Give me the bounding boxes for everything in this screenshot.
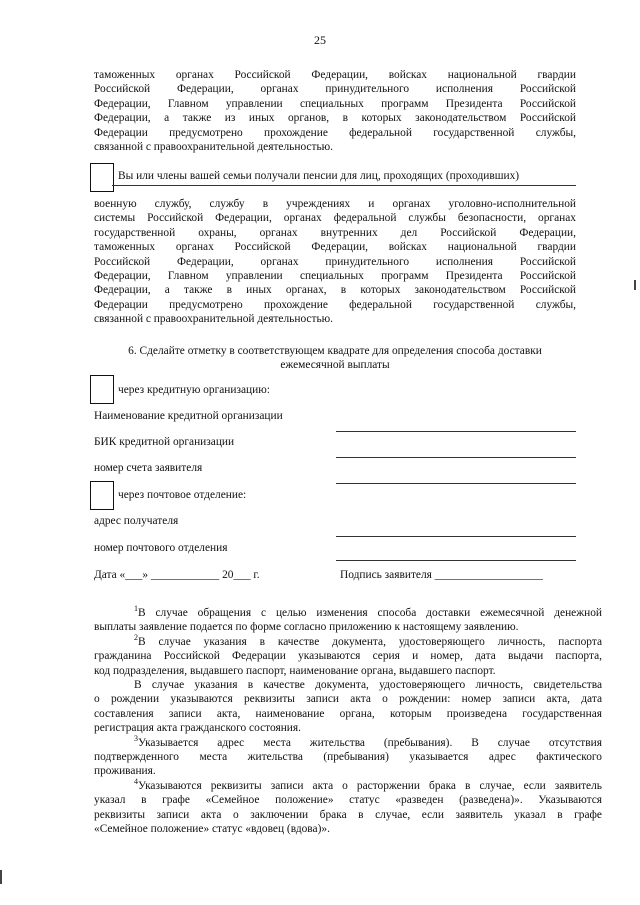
bik-label: БИК кредитной организации [94, 436, 235, 448]
footnote-line: код подразделения, выдавшего паспорт, наименование органа, выдавшего паспорт. [94, 664, 496, 677]
signature-field[interactable]: Подпись заявителя ___________________ [340, 569, 543, 581]
question-underline [112, 185, 576, 186]
footnote-line: «Семейное положение» статус «вдовец (вдова)». [94, 823, 330, 836]
footnote-line: регистрация акта гражданского состояния. [94, 722, 301, 735]
post-option-checkbox[interactable] [90, 481, 114, 510]
paragraph-block1 [94, 68, 576, 154]
paragraph-block2 [94, 197, 576, 327]
question-intro: Вы или члены вашей семьи получали пенсии для лиц, проходящих (проходивших) [118, 170, 520, 182]
post-office-label: номер почтового отделения [94, 542, 228, 554]
scan-edge-mark [634, 280, 636, 290]
text-line: Федерации предусмотрено прохождение федеральной государственной службы, [94, 298, 576, 311]
footnote-marker: 3 [134, 733, 138, 743]
footnote-line: подтвержденного места жительства (пребывания) указывается адрес фактического [94, 751, 602, 764]
text-line: связанной с правоохранительной деятельностью. [94, 313, 334, 326]
post-office-field[interactable] [336, 560, 576, 561]
footnote-2-first: $^2$В случае указания в качестве документа, удостоверяющего личность, паспорта [134, 633, 602, 648]
text-line: Федерации, Главном управлении специальных программ Президента Российской [94, 270, 576, 283]
footnote-marker: 2 [134, 633, 138, 643]
text-line: Федерации, а также из иных органов, в которых законодательством Российской [94, 112, 576, 125]
footnote-line: указал в графе «Семейное положение» статус «разведен (разведена)». Указываются [94, 794, 602, 807]
scan-edge-mark [0, 870, 2, 884]
footnote-1-first: $^1$В случае обращения с целью изменения способа доставки ежемесячной денежной [134, 604, 602, 619]
footnote-3-first: $^3$Указывается адрес места жительства (пребывания). В случае отсутствия [134, 733, 602, 749]
bank-option-checkbox[interactable] [90, 375, 114, 404]
footnote-line: проживания. [94, 765, 156, 778]
section6-title-line1: 6. Сделайте отметку в соответствующем квадрате для определения способа доставки [128, 345, 542, 357]
text-line: Российской Федерации, органах принудительного исполнения Российской [94, 83, 576, 96]
footnote-marker: 1 [134, 604, 138, 614]
text-line: Федерации, а также в иных органах, в которых законодательством Российской [94, 284, 576, 297]
text-line: Российской Федерации, органах принудительного исполнения Российской [94, 255, 576, 268]
footnote-line: выплаты заявление подается по форме согласно приложению к настоящему заявлению. [94, 621, 519, 634]
date-field[interactable]: Дата «___» ____________ 20___ г. [94, 569, 260, 581]
bank-option-label: через кредитную организацию: [118, 384, 270, 396]
footnotes [94, 606, 602, 837]
account-label: номер счета заявителя [94, 462, 203, 474]
bank-name-label: Наименование кредитной организации [94, 410, 283, 422]
footnote-line: составления записи акта, наименование органа, которым произведена государственная [94, 707, 602, 720]
post-option-label: через почтовое отделение: [118, 489, 247, 501]
footnote-4-first: $^4$Указываются реквизиты записи акта о расторжении брака в случае, если заявитель [134, 777, 602, 792]
text-line: таможенных органах Российской Федерации, войсках национальной гвардии [94, 241, 576, 254]
text-line: связанной с правоохранительной деятельностью. [94, 141, 334, 154]
text-line: военную службу, службу в учреждениях и органах уголовно-исполнительной [94, 198, 576, 210]
pension-checkbox[interactable] [90, 163, 114, 192]
footnote-line: о рождении указываются реквизиты записи акта о рождении: номер записи акта, дата [94, 693, 602, 706]
account-field[interactable] [336, 483, 576, 484]
text-line: Федерации, Главном управлении специальных программ Президента Российской [94, 97, 576, 110]
section6-title [94, 344, 576, 373]
footnote-2b-first: В случае указания в качестве документа, удостоверяющего личность, свидетельства [134, 679, 602, 692]
text-line: таможенных органах Российской Федерации, войсках национальной гвардии [94, 69, 576, 81]
bank-name-field[interactable] [336, 431, 576, 432]
address-label: адрес получателя [94, 515, 179, 527]
text-line: государственной охраны, органах внутренних дел Российской Федерации, [94, 226, 576, 239]
section6-title-line2: ежемесячной выплаты [280, 359, 390, 372]
address-field[interactable] [336, 536, 576, 537]
bik-field[interactable] [336, 457, 576, 458]
footnote-line: реквизиты записи акта о заключении брака в случае, если заявитель указал в графе [94, 808, 602, 821]
text-line: системы Российской Федерации, органах федеральной службы безопасности, органах [94, 212, 576, 225]
footnote-marker: 4 [134, 777, 138, 787]
page-number: 25 [314, 33, 326, 47]
text-line: Федерации предусмотрено прохождение федеральной государственной службы, [94, 126, 576, 139]
footnote-line: гражданина Российской Федерации указываются серия и номер, дата выдачи паспорта, [94, 650, 602, 663]
